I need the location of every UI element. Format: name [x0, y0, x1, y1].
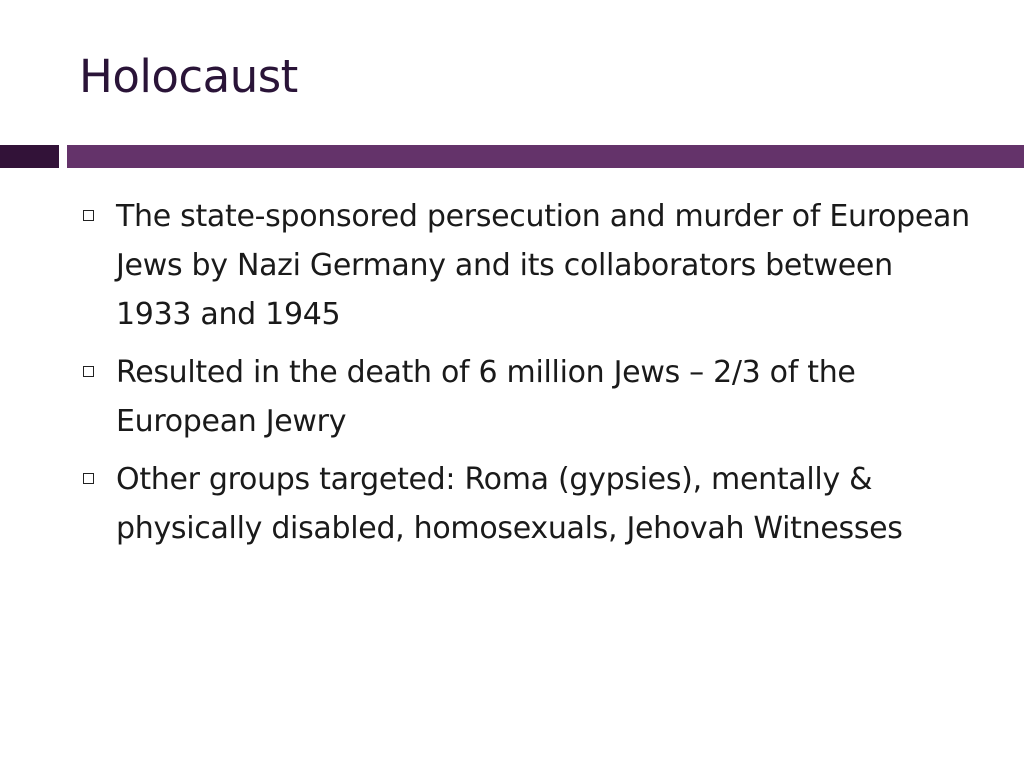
bullet-item — [80, 348, 970, 446]
bullet-list — [80, 192, 970, 562]
square-bullet-icon — [83, 210, 94, 221]
slide-title: Holocaust — [79, 50, 298, 103]
bullet-text: Other groups targeted: Roma (gypsies), mentally & physically disabled, homosexuals, Jehovah Witnesses — [116, 462, 903, 546]
square-bullet-icon — [83, 366, 94, 377]
square-bullet-icon — [83, 473, 94, 484]
title-divider-accent — [0, 145, 59, 168]
bullet-item — [80, 455, 970, 553]
bullet-text: Resulted in the death of 6 million Jews – 2/3 of the European Jewry — [116, 355, 856, 439]
bullet-item — [80, 192, 970, 339]
bullet-text: The state-sponsored persecution and murder of European Jews by Nazi Germany and its collaborators between 1933 and 1945 — [116, 199, 970, 332]
title-divider-bar — [67, 145, 1024, 168]
